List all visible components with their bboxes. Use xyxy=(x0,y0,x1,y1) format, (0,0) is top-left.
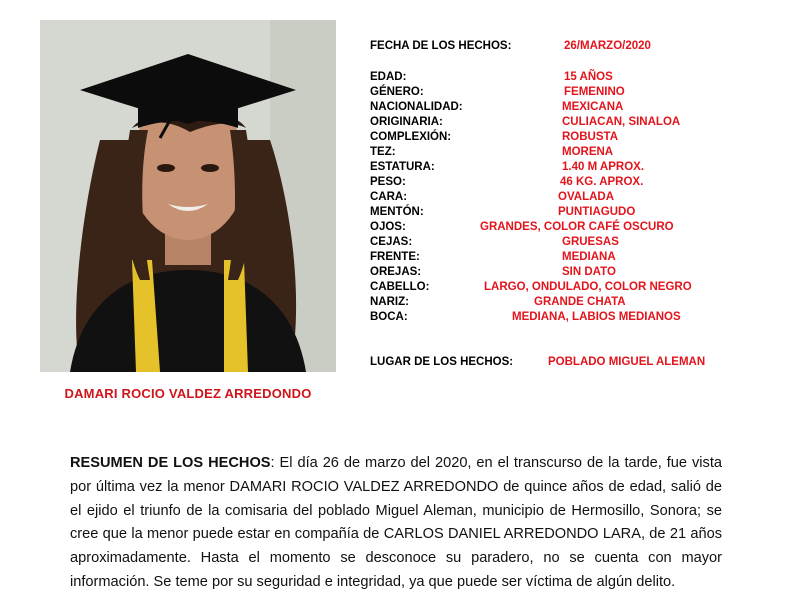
attr-value: CULIACAN, SINALOA xyxy=(562,116,681,128)
lugar-value: POBLADO MIGUEL ALEMAN xyxy=(548,356,706,368)
fecha-value: 26/MARZO/2020 xyxy=(564,40,651,52)
attr-label: ESTATURA: xyxy=(370,161,435,173)
fecha-row xyxy=(370,40,651,52)
attr-label: CABELLO: xyxy=(370,281,430,293)
attr-row xyxy=(370,70,780,85)
attr-label: OJOS: xyxy=(370,221,406,233)
attr-label: ORIGINARIA: xyxy=(370,116,443,128)
attr-label: CARA: xyxy=(370,191,408,203)
lugar-label: LUGAR DE LOS HECHOS: xyxy=(370,356,514,368)
attr-label: PESO: xyxy=(370,176,406,188)
attr-label: COMPLEXIÓN: xyxy=(370,131,452,143)
attr-label: EDAD: xyxy=(370,71,407,83)
attr-value: MEDIANA xyxy=(562,251,616,263)
attr-row xyxy=(370,265,780,280)
attr-label: BOCA: xyxy=(370,311,408,323)
summary-text: : El día 26 de marzo del 2020, en el transcurso de la tarde, fue vista por última vez la menor DAMARI ROCIO VALDEZ ARREDONDO de quince años de edad, salió de el ejido el triunfo de la comisaria del poblado Miguel Aleman, municipio de Hermosillo, Sonora; se cree que la menor puede estar en compañía de CARLOS DANIEL ARREDONDO LARA, de 21 años aproximadamente. Hasta el momento se desconoce su paradero, no se cuenta con mayor información. Se teme por su seguridad e integridad, ya que puede ser víctima de algún delito. xyxy=(70,455,722,590)
fecha-label: FECHA DE LOS HECHOS: xyxy=(370,40,512,52)
attr-value: MEDIANA, LABIOS MEDIANOS xyxy=(512,311,681,323)
attr-row xyxy=(370,100,780,115)
attr-row xyxy=(370,235,780,250)
attr-label: OREJAS: xyxy=(370,266,422,278)
attr-label: MENTÓN: xyxy=(370,206,424,218)
attr-value: FEMENINO xyxy=(564,86,625,98)
person-photo xyxy=(40,20,336,372)
attr-value: OVALADA xyxy=(558,191,615,203)
attr-row xyxy=(370,160,780,175)
attr-label: FRENTE: xyxy=(370,251,420,263)
attr-row xyxy=(370,220,780,235)
attr-value: PUNTIAGUDO xyxy=(558,206,636,218)
attr-row xyxy=(370,295,780,310)
attributes-list xyxy=(370,70,780,325)
attr-row xyxy=(370,115,780,130)
attr-value: GRUESAS xyxy=(562,236,619,248)
attr-row xyxy=(370,280,780,295)
attr-value: MEXICANA xyxy=(562,101,624,113)
attr-row xyxy=(370,205,780,220)
attr-value: ROBUSTA xyxy=(562,131,619,143)
attr-row xyxy=(370,190,780,205)
attr-label: GÉNERO: xyxy=(370,86,424,98)
attr-row xyxy=(370,250,780,265)
attr-value: 1.40 M APROX. xyxy=(562,161,645,173)
attr-row xyxy=(370,175,780,190)
attr-label: NACIONALIDAD: xyxy=(370,101,463,113)
attr-label: TEZ: xyxy=(370,146,396,158)
attr-row xyxy=(370,130,780,145)
attr-value: 15 AÑOS xyxy=(564,71,613,83)
attr-value: LARGO, ONDULADO, COLOR NEGRO xyxy=(484,281,692,293)
attr-row xyxy=(370,85,780,100)
summary-heading: RESUMEN DE LOS HECHOS xyxy=(70,455,271,471)
attr-label: CEJAS: xyxy=(370,236,413,248)
attr-value: GRANDES, COLOR CAFÉ OSCURO xyxy=(480,221,674,233)
summary-paragraph xyxy=(70,452,722,595)
attr-value: GRANDE CHATA xyxy=(534,296,626,308)
lugar-row xyxy=(370,356,706,368)
attr-value: 46 KG. APROX. xyxy=(560,176,644,188)
attr-label: NARIZ: xyxy=(370,296,409,308)
attr-row xyxy=(370,310,780,325)
attr-value: SIN DATO xyxy=(562,266,616,278)
attr-row xyxy=(370,145,780,160)
attr-value: MORENA xyxy=(562,146,614,158)
missing-person-name: DAMARI ROCIO VALDEZ ARREDONDO xyxy=(64,386,312,401)
